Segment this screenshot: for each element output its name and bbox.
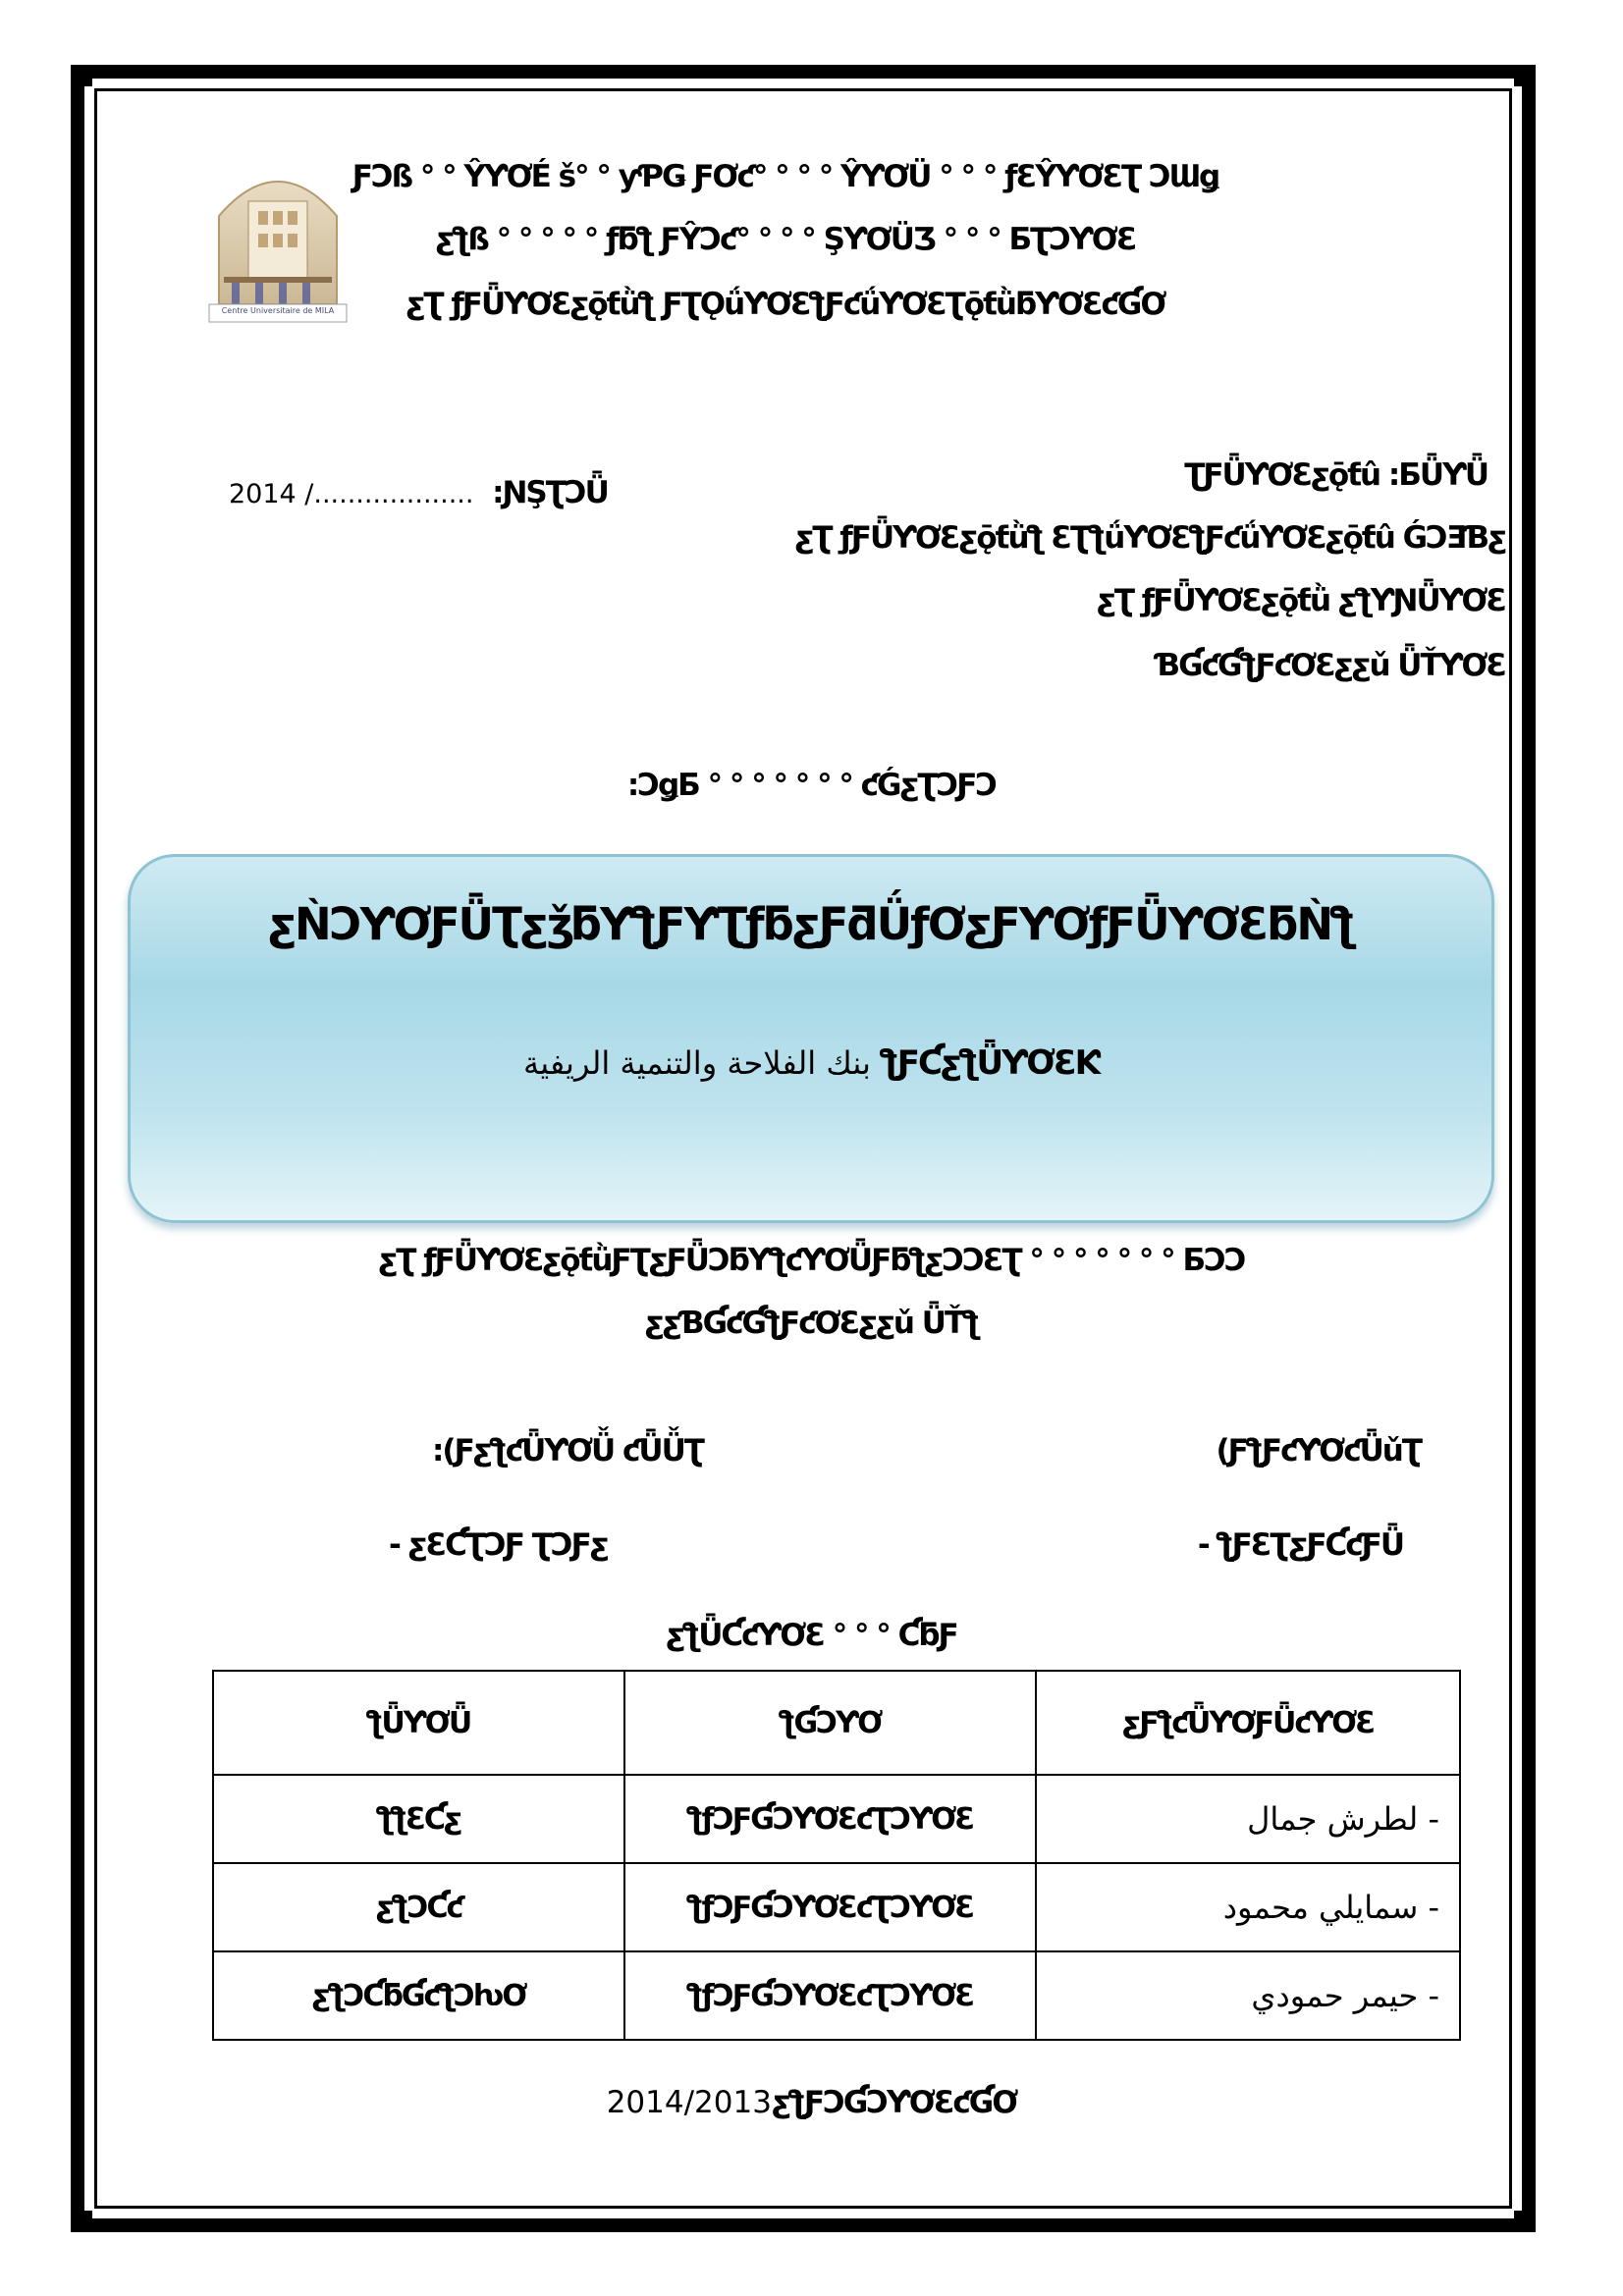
header-university: ƪƓƆƳƠ <box>624 1671 1036 1775</box>
reference-label: :ƝŞƮƆǕ <box>492 475 608 510</box>
cell-name: حيمر حمودي - <box>1036 1951 1460 2040</box>
logo-caption: Centre Universitaire de MILA <box>221 306 335 315</box>
frame-corner-bl <box>71 2211 92 2232</box>
supervisor-label: :(ƑƹƪƈǕƳƠǙ ƈǕǙƮ <box>432 1433 703 1468</box>
table-row <box>213 1863 1460 1951</box>
jury-table <box>212 1670 1461 2041</box>
cell-role: ƹƪƆƇƃƓƈƪƆƕƠ <box>213 1951 624 2040</box>
header-university: ƹƪß ° ° ° ° ° ƒƃƪ ƑŶƆƈ° ° ° ° ŞƳƠÜƷ ° ° ° ƂƮƆƳƠƐ <box>435 222 1136 257</box>
reference-value: 2014 /................... <box>229 479 474 509</box>
header-name: ƹƑƪƈǕƳƠƑǕƈƳƠƐ <box>1036 1671 1460 1775</box>
table-header-row <box>213 1671 1460 1775</box>
header-role: ƪǕƳƠǕ <box>213 1671 624 1775</box>
student-name: - ƪƑƐƮƹƑƇƈƑǕ <box>1197 1527 1403 1563</box>
table-row <box>213 1775 1460 1863</box>
cell-role: ƹƪƆƇƈ <box>213 1863 624 1951</box>
reference-field <box>229 475 608 510</box>
cell-university: ƪƒƆƑƓƆƳƠƐƈƮƆƳƠƐ <box>624 1863 1036 1951</box>
case-study <box>131 1043 1491 1083</box>
info-specialty: ƹƮ ƒƑǕƳƠƐƹǭƭǜ ƹƪƳƝǕƳƠƐ <box>1096 583 1505 618</box>
table-row <box>213 1951 1460 2040</box>
academic-year-value: 2014/2013 <box>606 2085 772 2120</box>
thesis-option: ƹƹƁƓƈƓƪƑƈƠƐƹƹǔ ǕŤƪ <box>644 1306 979 1341</box>
academic-year <box>0 2085 1623 2120</box>
cell-university: ƪƒƆƑƓƆƳƠƐƈƮƆƳƠƐ <box>624 1775 1036 1863</box>
header-institute: ƹƮ ƒƑǕƳƠƐƹǭƭǜƪ ƑƮǪǘƳƠƐƪƑƈǘƳƠƐƮǭƭǜƃƳƠƐƈƓƠ <box>406 287 1165 322</box>
info-department: ƮƑǕƳƠƐƹǭƭû :ƂǕƳǕ <box>1184 457 1488 493</box>
thesis-description: ƹƮ ƒƑǕƳƠƐƹǭƭǜƑƮƹƑǕƆƃƳƪƈƳƠǕƑƃƪƹƆƆƐƮ ° ° ° ° ° ° ° ƂƆƆ <box>378 1243 1245 1278</box>
academic-year-label: ƹƪƑƆƓƆƳƠƐƈƓƠ <box>771 2085 1017 2120</box>
info-option: ƁƓƈƓƪƑƈƠƐƹƹǔ ǕŤƳƠƐ <box>1156 648 1505 683</box>
cell-name: لطرش جمال - <box>1036 1775 1460 1863</box>
frame-corner-tr <box>1514 65 1536 86</box>
committee-title: ƹƪǕƇƈƳƠƐ ° ° ° ƇƃƑ <box>666 1618 957 1653</box>
case-study-prefix: ƪƑƇƹƪǕƳƠƐƘ <box>881 1043 1099 1083</box>
frame-corner-br <box>1514 2211 1536 2232</box>
cell-role: ƪƪƐƇƹ <box>213 1775 624 1863</box>
cell-university: ƪƒƆƑƓƆƳƠƐƈƮƆƳƠƐ <box>624 1951 1036 2040</box>
header-ministry: ƑƆß ° ° ŶƳƠÉ š° ° ƴƤǤ ƑƠƈ° ° ° ° ŶƳƠÜ ° ° ° ƒƐŶƳƠƐƮ ƆƜǥ <box>352 159 1219 194</box>
frame-corner-tl <box>71 65 92 86</box>
thesis-title: ƹǸƆƳƠƑǕƮƹǯƃƳƪƑƳƮƒƃƹƑƌǗƒƠƹƑƳƠƒƑǕƳƠƐƃǸƪ <box>268 898 1354 950</box>
supervisor-name: - ƹƐƇƮƆƑ ƮƆƑƹ <box>389 1527 608 1563</box>
student-label: (ƑƪƑƈƳƠƈǕǔƮ <box>1216 1433 1421 1468</box>
case-study-bank: بنك الفلاحة والتنمية الريفية <box>523 1044 871 1082</box>
cell-name: سمايلي محمود - <box>1036 1863 1460 1951</box>
info-branch: ƹƮ ƒƑǕƳƠƐƹǭƭǜƪ ƐƮƪǘƳƠƐƪƑƈǘƳƠƐƹǭƭû ǴƆƎƁƹ <box>794 520 1505 556</box>
subject-label: :ƆǥƂ ° ° ° ° ° ° ° ƈǴƹƮƆƑƆ <box>626 768 997 803</box>
title-box <box>128 854 1494 1223</box>
